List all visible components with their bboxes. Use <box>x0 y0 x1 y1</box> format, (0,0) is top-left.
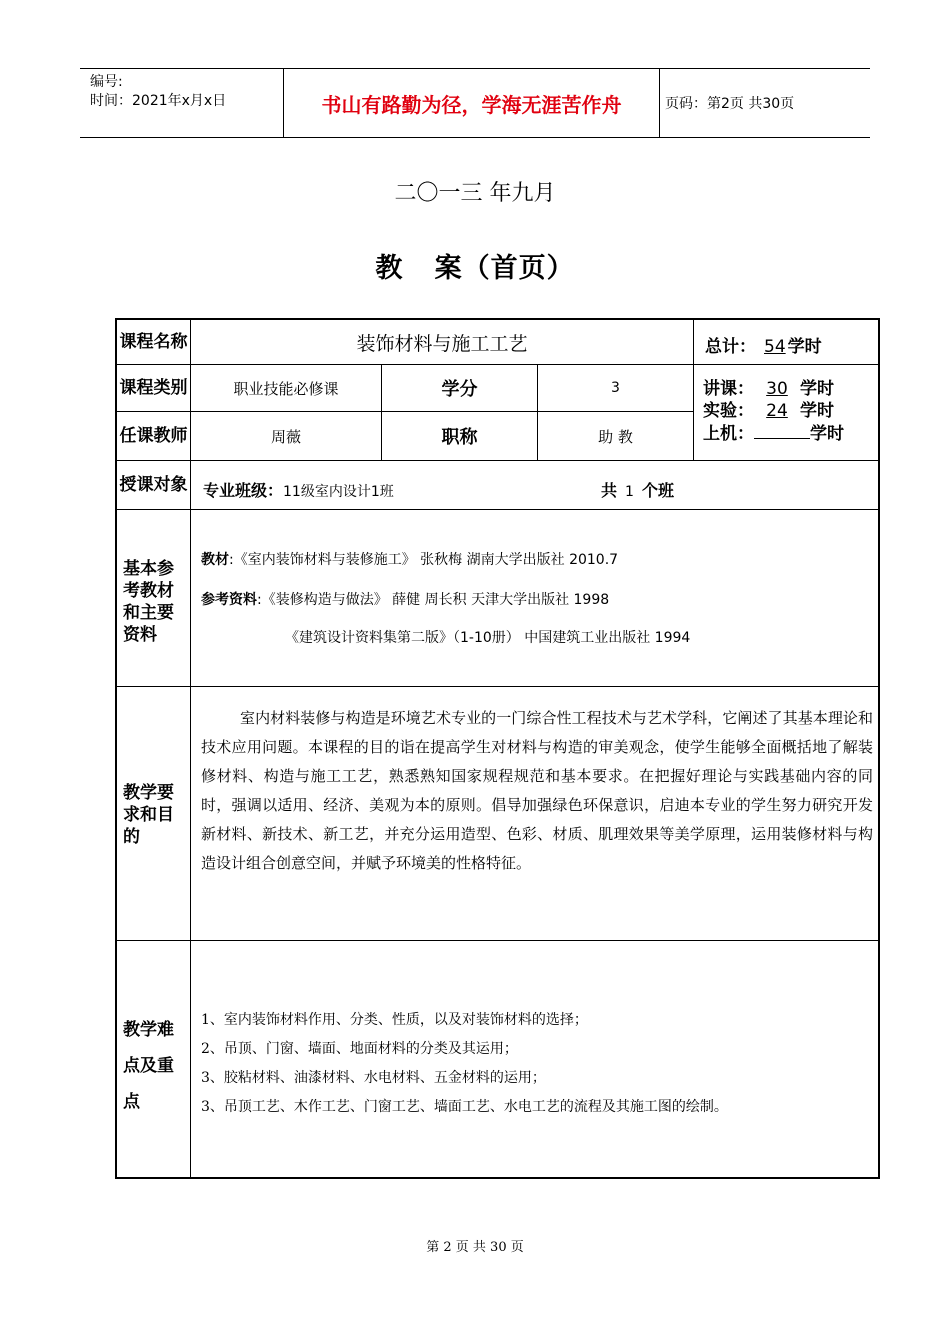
teacher-label: 任课教师 <box>119 425 188 446</box>
textbook: :《室内装饰材料与装修施工》 张秋梅 湖南大学出版社 2010.7 <box>229 552 619 568</box>
class-count-info: 共 1 个班 <box>601 481 674 500</box>
goal-text: 室内材料装修与构造是环境艺术专业的一门综合性工程技术与艺术学科，它阐述了其基本理论和技术应用问题。本课程的目的诣在提高学生对材料与构造的审美观念，使学生能够全面概括地了解装修材料、构造与施工工艺，熟悉熟知国家规程规范和基本要求。在把握好理论与实践基础内容的同时，强调以适用、经济、美观为本的原则。倡导加强绿色环保意识，启迪本专业的学生努力研究开发新材料、新技术、新工艺，并充分运用造型、色彩、材质、肌理效果等美学原理，运用装修材料与构造设计组合创意空间，并赋予环境美的性格特征。 <box>201 709 873 872</box>
course-name-label: 课程名称 <box>119 331 188 352</box>
list-item: 3、胶粘材料、油漆材料、水电材料、五金材料的运用； <box>201 1070 546 1086</box>
ref1: :《装修构造与做法》 薛健 周长积 天津大学出版社 1998 <box>257 592 610 608</box>
teacher: 周薇 <box>270 427 301 446</box>
teacher-title-label: 职称 <box>441 427 478 448</box>
computer-hours <box>754 422 810 439</box>
list-item: 2、吊顶、门窗、墙面、地面材料的分类及其运用； <box>201 1041 518 1057</box>
textbook-label: 教材 <box>201 552 229 568</box>
date-line: 二〇一三 年九月 <box>394 181 556 206</box>
lab-row: 实验： 24 学时 <box>703 401 834 421</box>
lecture-hours: 30 <box>766 379 788 399</box>
page-footer: 第 2 页 共 30 页 <box>426 1240 524 1255</box>
page-title: 教 案（首页） <box>375 253 575 284</box>
goal-label: 教学要求和目的 <box>123 783 174 847</box>
lab-hours: 24 <box>766 401 788 421</box>
total-hours-cell <box>705 332 822 357</box>
lesson-plan-table <box>115 318 880 1179</box>
course-name: 装饰材料与施工工艺 <box>356 332 528 355</box>
hours-breakdown <box>703 378 844 445</box>
list-item: 1、室内装饰材料作用、分类、性质，以及对装饰材料的选择； <box>201 1012 588 1028</box>
time-label: 时间：2021年x月x日 <box>90 93 227 109</box>
teacher-title: 助 教 <box>598 427 633 446</box>
refs-label: 参考资料 <box>201 592 257 608</box>
total-label: 总计： <box>705 337 756 357</box>
class-value: 11级室内设计1班 <box>283 484 394 500</box>
total-hours: 54 <box>764 337 786 357</box>
lecture-row: 讲课： 30 学时 <box>703 379 834 399</box>
page-header <box>80 68 870 138</box>
computer-row: 上机： 学时 <box>703 424 844 444</box>
credit: 3 <box>611 380 620 396</box>
course-type-label: 课程类别 <box>119 377 188 398</box>
course-type: 职业技能必修课 <box>233 379 339 398</box>
class-count: 1 <box>625 484 634 500</box>
list-item: 3、吊顶工艺、木作工艺、门窗工艺、墙面工艺、水电工艺的流程及其施工图的绘制。 <box>201 1099 728 1115</box>
textbook-line <box>201 549 618 569</box>
refs-line <box>201 589 609 609</box>
header-page-info: 页码：第2页 共30页 <box>665 96 795 112</box>
header-slogan: 书山有路勤为径，学海无涯苦作舟 <box>283 69 660 137</box>
references-label: 基本参考教材和主要资料 <box>123 559 174 645</box>
key-points-label: 教学难点及重点 <box>123 1020 174 1112</box>
target-label: 授课对象 <box>119 474 188 495</box>
ref2: 《建筑设计资料集第二版》（1-10册） 中国建筑工业出版社 1994 <box>285 630 691 646</box>
serial-label: 编号: <box>90 74 123 90</box>
class-info <box>203 478 394 501</box>
total-unit: 学时 <box>787 337 822 357</box>
header-meta <box>90 73 226 111</box>
class-label: 专业班级： <box>203 481 284 500</box>
key-points-list <box>201 1006 873 1122</box>
credit-label: 学分 <box>441 379 478 400</box>
